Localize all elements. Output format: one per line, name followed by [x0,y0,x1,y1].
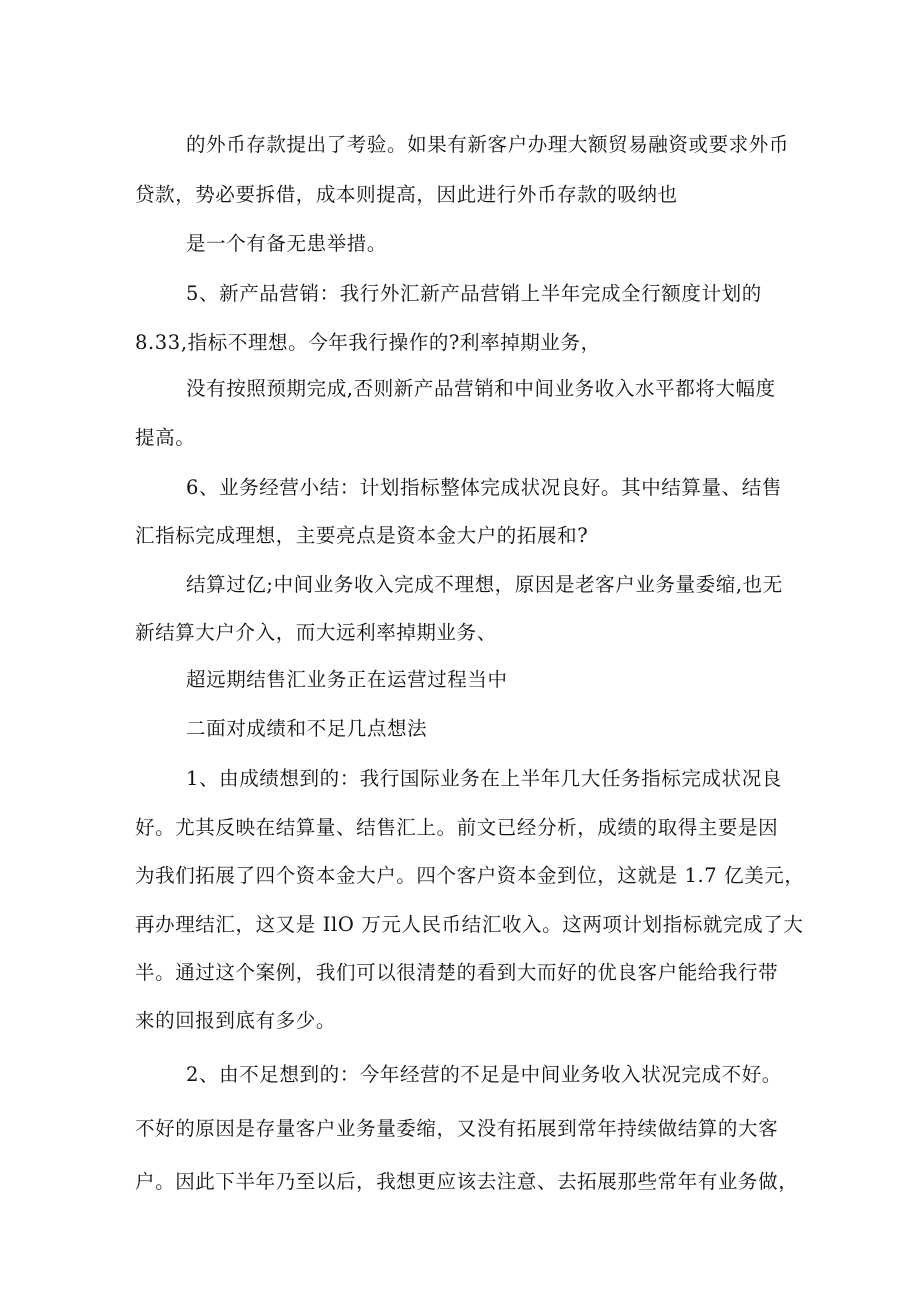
paragraph-10-line-1: 2、由不足想到的：今年经营的不足是中间业务收入状况完成不好。 [186,1063,782,1086]
paragraph-10-line-3: 户。因此下半年乃至以后，我想更应该去注意、去拓展那些常年有业务做， [135,1170,799,1193]
paragraph-9-line-1: 1、由成绩想到的：我行国际业务在上半年几大任务指标完成状况良 [186,767,782,790]
paragraph-1-line-1: 的外币存款提出了考验。如果有新客户办理大额贸易融资或要求外币 [186,133,790,156]
paragraph-5-line-1: 6、业务经营小结：计划指标整体完成状况良好。其中结算量、结售 [186,476,782,499]
paragraph-10-line-2: 不好的原因是存量客户业务量委缩，又没有拓展到常年持续做结算的大客 [135,1117,779,1140]
paragraph-4-line-2: 提高。 [135,426,196,449]
paragraph-6-line-1: 结算过亿;中间业务收入完成不理想，原因是老客户业务量委缩,也无 [186,573,783,596]
paragraph-6-line-2: 新结算大户介入，而大远利率掉期业务、 [135,621,497,644]
paragraph-7-line-1: 超远期结售汇业务正在运营过程当中 [186,668,508,691]
paragraph-9-line-3: 为我们拓展了四个资本金大户。四个客户资本金到位，这就是 1.7 亿美元， [135,864,805,887]
paragraph-9-line-6: 来的回报到底有多少。 [135,1009,337,1032]
paragraph-4-line-1: 没有按照预期完成,否则新产品营销和中间业务收入水平都将大幅度 [186,377,776,400]
paragraph-3-line-2: 8.33,指标不理想。今年我行操作的?利率掉期业务， [135,331,601,354]
paragraph-3-line-1: 5、新产品营销：我行外汇新产品营销上半年完成全行额度计划的 [186,282,762,305]
paragraph-5-line-2: 汇指标完成理想，主要亮点是资本金大户的拓展和? [135,524,589,547]
paragraph-9-line-4: 再办理结汇，这又是 IlO 万元人民币结汇收入。这两项计划指标就完成了大 [135,913,804,936]
paragraph-9-line-5: 半。通过这个案例，我们可以很清楚的看到大而好的优良客户能给我行带 [135,961,779,984]
section-heading: 二面对成绩和不足几点想法 [186,717,428,740]
paragraph-2-line-1: 是一个有备无患举措。 [186,232,388,255]
paragraph-1-line-2: 贷款，势必要拆借，成本则提高，因此进行外币存款的吸纳也 [135,183,678,206]
paragraph-9-line-2: 好。尤其反映在结算量、结售汇上。前文已经分析，成绩的取得主要是因 [135,816,779,839]
